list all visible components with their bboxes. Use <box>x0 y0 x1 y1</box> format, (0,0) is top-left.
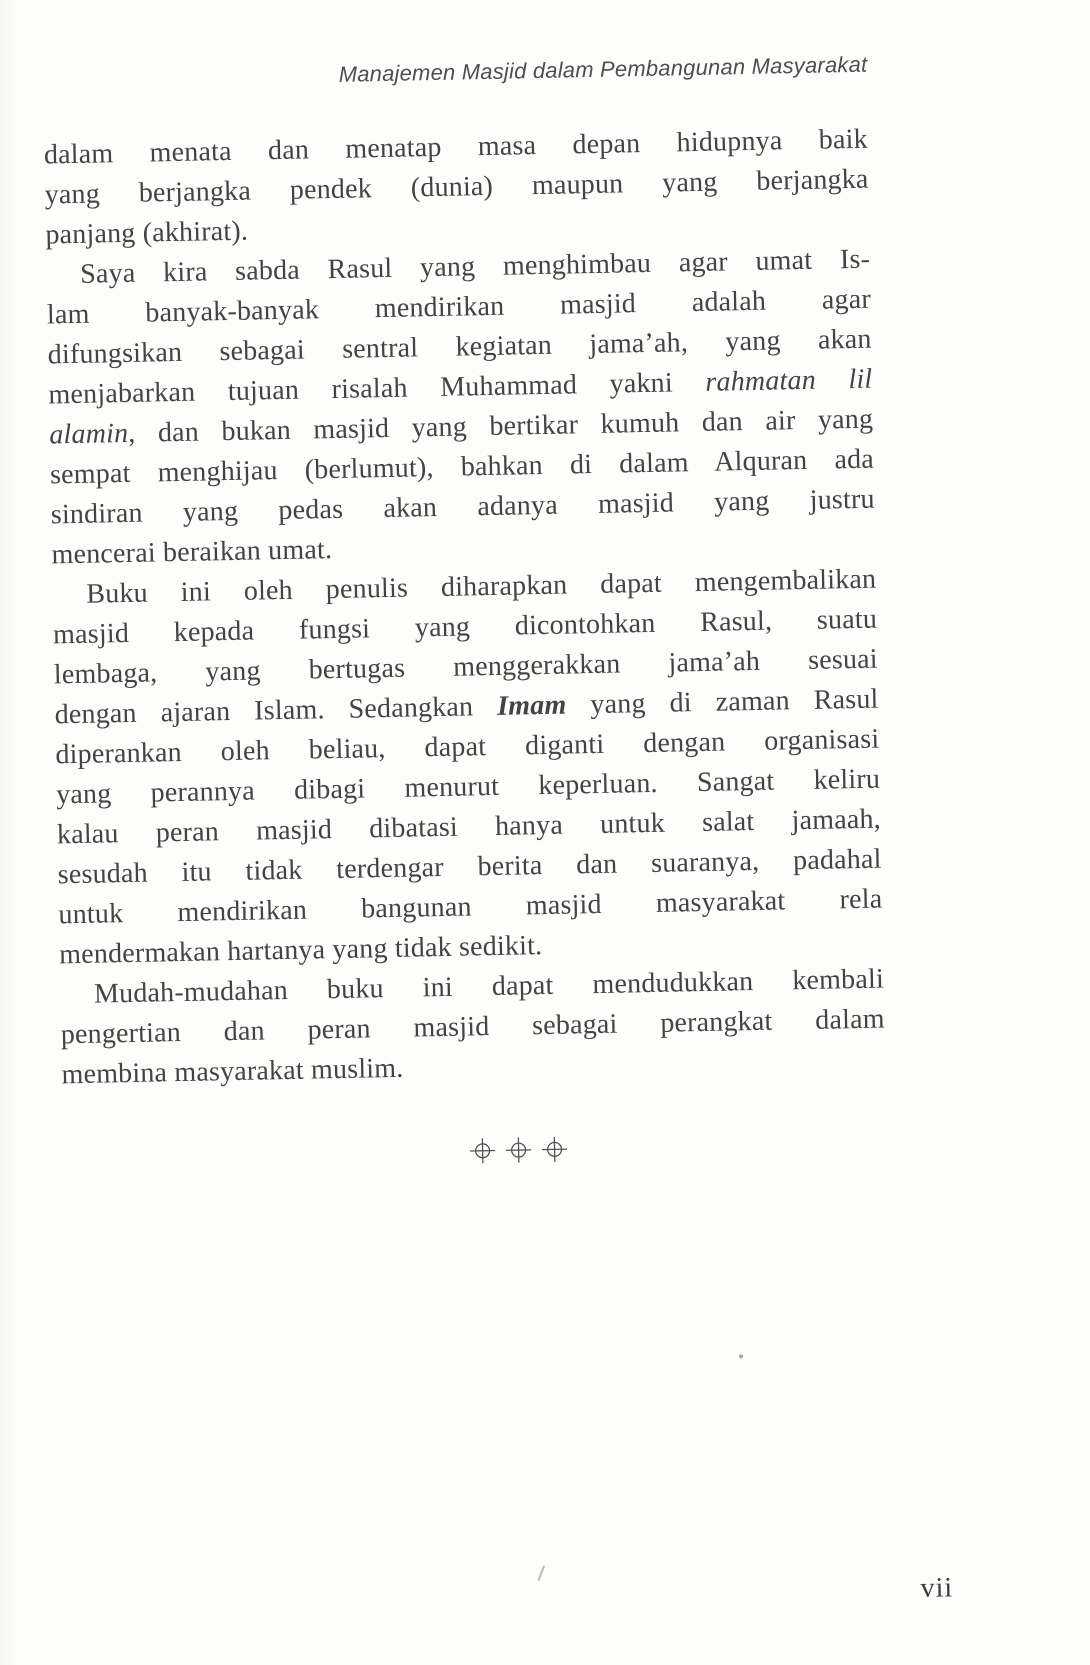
text-line: sindiran yang pedas akan adanya masjid yang justru <box>50 483 875 531</box>
text-line: panjang (akhirat). <box>45 215 249 251</box>
text-line: yang berjangka pendek (dunia) maupun yang berjangka <box>44 163 869 211</box>
text-line: kalau peran masjid dibatasi hanya untuk salat jamaah, <box>56 803 882 851</box>
text-line: membina masyarakat muslim. <box>61 1052 404 1091</box>
text-line: mendermakan hartanya yang tidak sedikit. <box>58 930 543 971</box>
paragraph <box>44 120 870 256</box>
scan-artifact-dot <box>739 1354 743 1358</box>
text-line: Mudah-mudahan buku ini dapat mendudukkan kembali <box>93 963 885 1010</box>
italic-phrase: rahmatan lil <box>705 363 873 398</box>
paragraph <box>46 240 876 576</box>
text-line: difungsikan sebagai sentral kegiatan jama’ah, yang akan <box>47 323 872 371</box>
text-line: Saya kira sabda Rasul yang menghimbau agar umat Is- <box>79 243 871 290</box>
text-line: Buku ini oleh penulis diharapkan dapat mengembalikan <box>86 563 877 610</box>
text-line: masjid kepada fungsi yang dicontohkan Rasul, suatu <box>52 603 878 651</box>
body-text <box>44 120 886 1096</box>
text-line: untuk mendirikan bangunan masjid masyarakat rela <box>58 883 883 931</box>
text-segment: menjabarkan tujuan risalah Muhammad yakni <box>48 366 706 411</box>
text-line: sempat menghijau (berlumut), bahkan di dalam Alquran ada <box>49 443 875 491</box>
text-line: dalam menata dan menatap masa depan hidupnya baik <box>43 123 869 171</box>
crosshair-ornament-icon <box>541 1136 569 1164</box>
crosshair-ornament-icon <box>505 1136 533 1164</box>
text-segment: , dan bukan masjid yang bertikar kumuh dan air yang <box>127 403 874 449</box>
text-line: lembaga, yang bertugas menggerakkan jama’ah sesuai <box>53 643 879 691</box>
section-divider <box>469 1136 569 1165</box>
text-line: lam banyak-banyak mendirikan masjid adalah agar <box>46 283 872 331</box>
italic-phrase: alamin <box>48 417 129 451</box>
text-line: pengertian dan peran masjid sebagai perangkat dalam <box>60 1003 885 1051</box>
scan-artifact-slash <box>537 1565 545 1581</box>
crosshair-ornament-icon <box>469 1137 497 1165</box>
page-number: vii <box>920 1572 954 1604</box>
running-header: Manajemen Masjid dalam Pembangunan Masyarakat <box>338 51 868 87</box>
text-segment: dengan ajaran Islam. Sedangkan <box>54 690 498 731</box>
paragraph <box>60 960 886 1096</box>
text-line: mencerai beraikan umat. <box>51 534 333 571</box>
paragraph <box>52 560 884 976</box>
text-line: yang perannya dibagi menurut keperluan. Sangat keliru <box>55 763 881 811</box>
text-line: diperankan oleh beliau, dapat diganti dengan organisasi <box>55 723 880 771</box>
text-segment: yang di zaman Rasul <box>566 683 879 721</box>
bold-italic-phrase: Imam <box>496 689 567 722</box>
text-line: sesudah itu tidak terdengar berita dan suaranya, padahal <box>57 843 882 891</box>
